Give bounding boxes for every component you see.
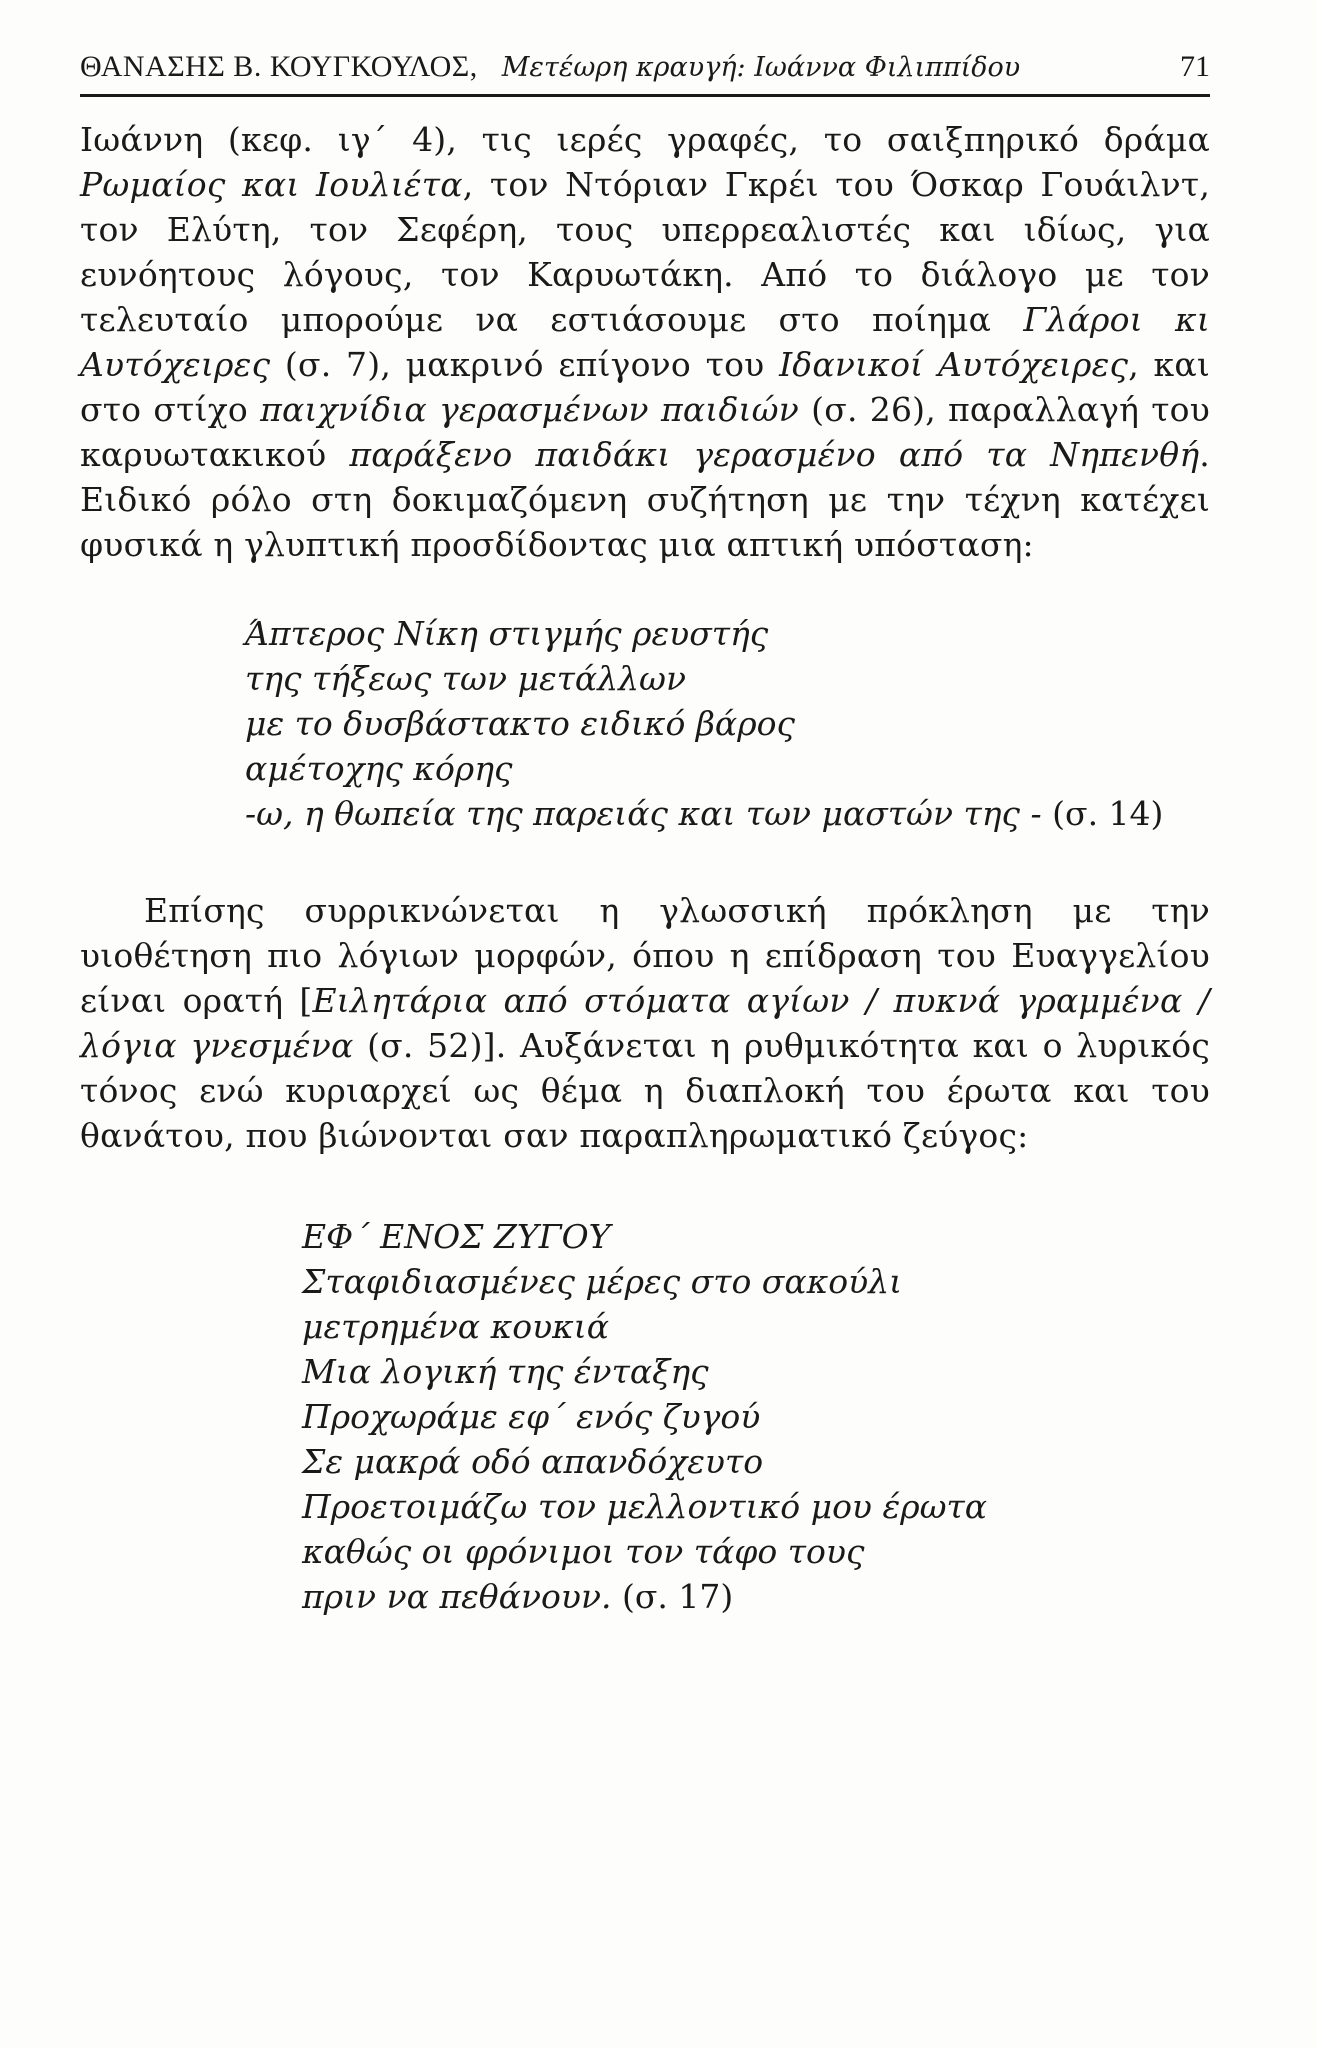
- paragraph-2: [80, 888, 1210, 1158]
- citation: (σ. 17): [622, 1577, 734, 1616]
- paragraph-1-text: , και στο στίχο: [80, 345, 1210, 429]
- work-title-idanikoi: Ιδανικοί Αυτόχειρες: [779, 345, 1129, 384]
- poem-line: αμέτοχης κόρης: [245, 749, 513, 788]
- poem-quote-1: [245, 611, 1210, 836]
- quoted-verse: παράξενο παιδάκι γερασμένο από τα Νηπενθή: [349, 435, 1200, 474]
- poem-line: -ω, η θωπεία της παρειάς και των μαστών της -: [245, 794, 1042, 833]
- poem-line: της τήξεως των μετάλλων: [245, 659, 687, 698]
- work-title-glaroi: Γλάροι κι Αυτόχειρες: [80, 300, 1210, 384]
- body-text-2: [80, 888, 1210, 1158]
- poem-line: Προετοιμάζω τον μελλοντικό μου έρωτα: [302, 1487, 988, 1526]
- header-title: Μετέωρη κραυγή: Ιωάννα Φιλιππίδου: [501, 52, 1021, 83]
- paragraph-2-text: Επίσης συρρικνώνεται η γλωσσική πρόκληση με την υιοθέτηση πιο λόγιων μορφών, όπου η επίδραση του Ευαγγελίου είναι ορατή [: [80, 891, 1210, 1020]
- quoted-verse: παιχνίδια γερασμένων παιδιών: [260, 390, 800, 429]
- poem-line: μετρημένα κουκιά: [302, 1307, 610, 1346]
- paragraph-1-text: (σ. 7), μακρινό επίγονο του: [270, 345, 780, 384]
- page: [80, 50, 1210, 1619]
- poem-line-last: [302, 1574, 1210, 1619]
- poem-line: Σε μακρά οδό απανδόχευτο: [302, 1442, 764, 1481]
- body-text: [80, 117, 1210, 567]
- poem-line: Σταφιδιασμένες μέρες στο σακούλι: [302, 1262, 903, 1301]
- poem-line-last: [245, 791, 1210, 836]
- poem-title: ΕΦ΄ ΕΝΟΣ ΖΥΓΟΥ: [302, 1217, 611, 1256]
- paragraph-1-text: . Ειδικό ρόλο στη δοκιμαζόμενη συζήτηση με την τέχνη κατέχει φυσικά η γλυπτική προσδίδοντας μια απτική υπόσταση:: [80, 435, 1210, 564]
- paragraph-1-text: (σ. 26), παραλλαγή του καρυωτακικού: [80, 390, 1210, 474]
- paragraph-1-text: , τον Ντόριαν Γκρέι του Όσκαρ Γουάιλντ, τον Ελύτη, τον Σεφέρη, τους υπερρεαλιστές και ιδίως, για ευνόητους λόγους, τον Καρυωτάκη. Από το διάλογο με τον τελευταίο μπορούμε να εστιάσουμε στο ποίημα: [80, 165, 1211, 339]
- poem-line: Άπτερος Νίκη στιγμής ρευστής: [245, 614, 769, 653]
- page-number: 71: [1180, 50, 1210, 83]
- citation: (σ. 14): [1052, 794, 1164, 833]
- poem-quote-2: [302, 1214, 1210, 1619]
- poem-line: καθώς οι φρόνιμοι τον τάφο τους: [302, 1532, 865, 1571]
- poem-line: πριν να πεθάνουν.: [302, 1577, 612, 1616]
- paragraph-1: [80, 117, 1210, 567]
- poem-line: με το δυσβάστακτο ειδικό βάρος: [245, 704, 795, 743]
- quoted-verse: Ειλητάρια από στόματα αγίων / πυκνά γραμμένα / λόγια γνεσμένα: [80, 981, 1211, 1065]
- header-author: ΘΑΝΑΣΗΣ Β. ΚΟΥΓΚΟΥΛΟΣ,: [80, 50, 478, 83]
- paragraph-1-text: Ιωάννη (κεφ. ιγ΄ 4), τις ιερές γραφές, το σαιξπηρικό δράμα: [80, 120, 1210, 159]
- paragraph-2-text: (σ. 52)]. Αυξάνεται η ρυθμικότητα και ο λυρικός τόνος ενώ κυριαρχεί ως θέμα η διαπλοκή του έρωτα και του θανάτου, που βιώνονται σαν παραπληρωματικό ζεύγος:: [80, 1026, 1210, 1155]
- work-title-romeo-juliet: Ρωμαίος και Ιουλιέτα: [80, 165, 463, 204]
- poem-line: Προχωράμε εφ΄ ενός ζυγού: [302, 1397, 761, 1436]
- poem-line: Μια λογική της ένταξης: [302, 1352, 709, 1391]
- running-header: [80, 50, 1210, 97]
